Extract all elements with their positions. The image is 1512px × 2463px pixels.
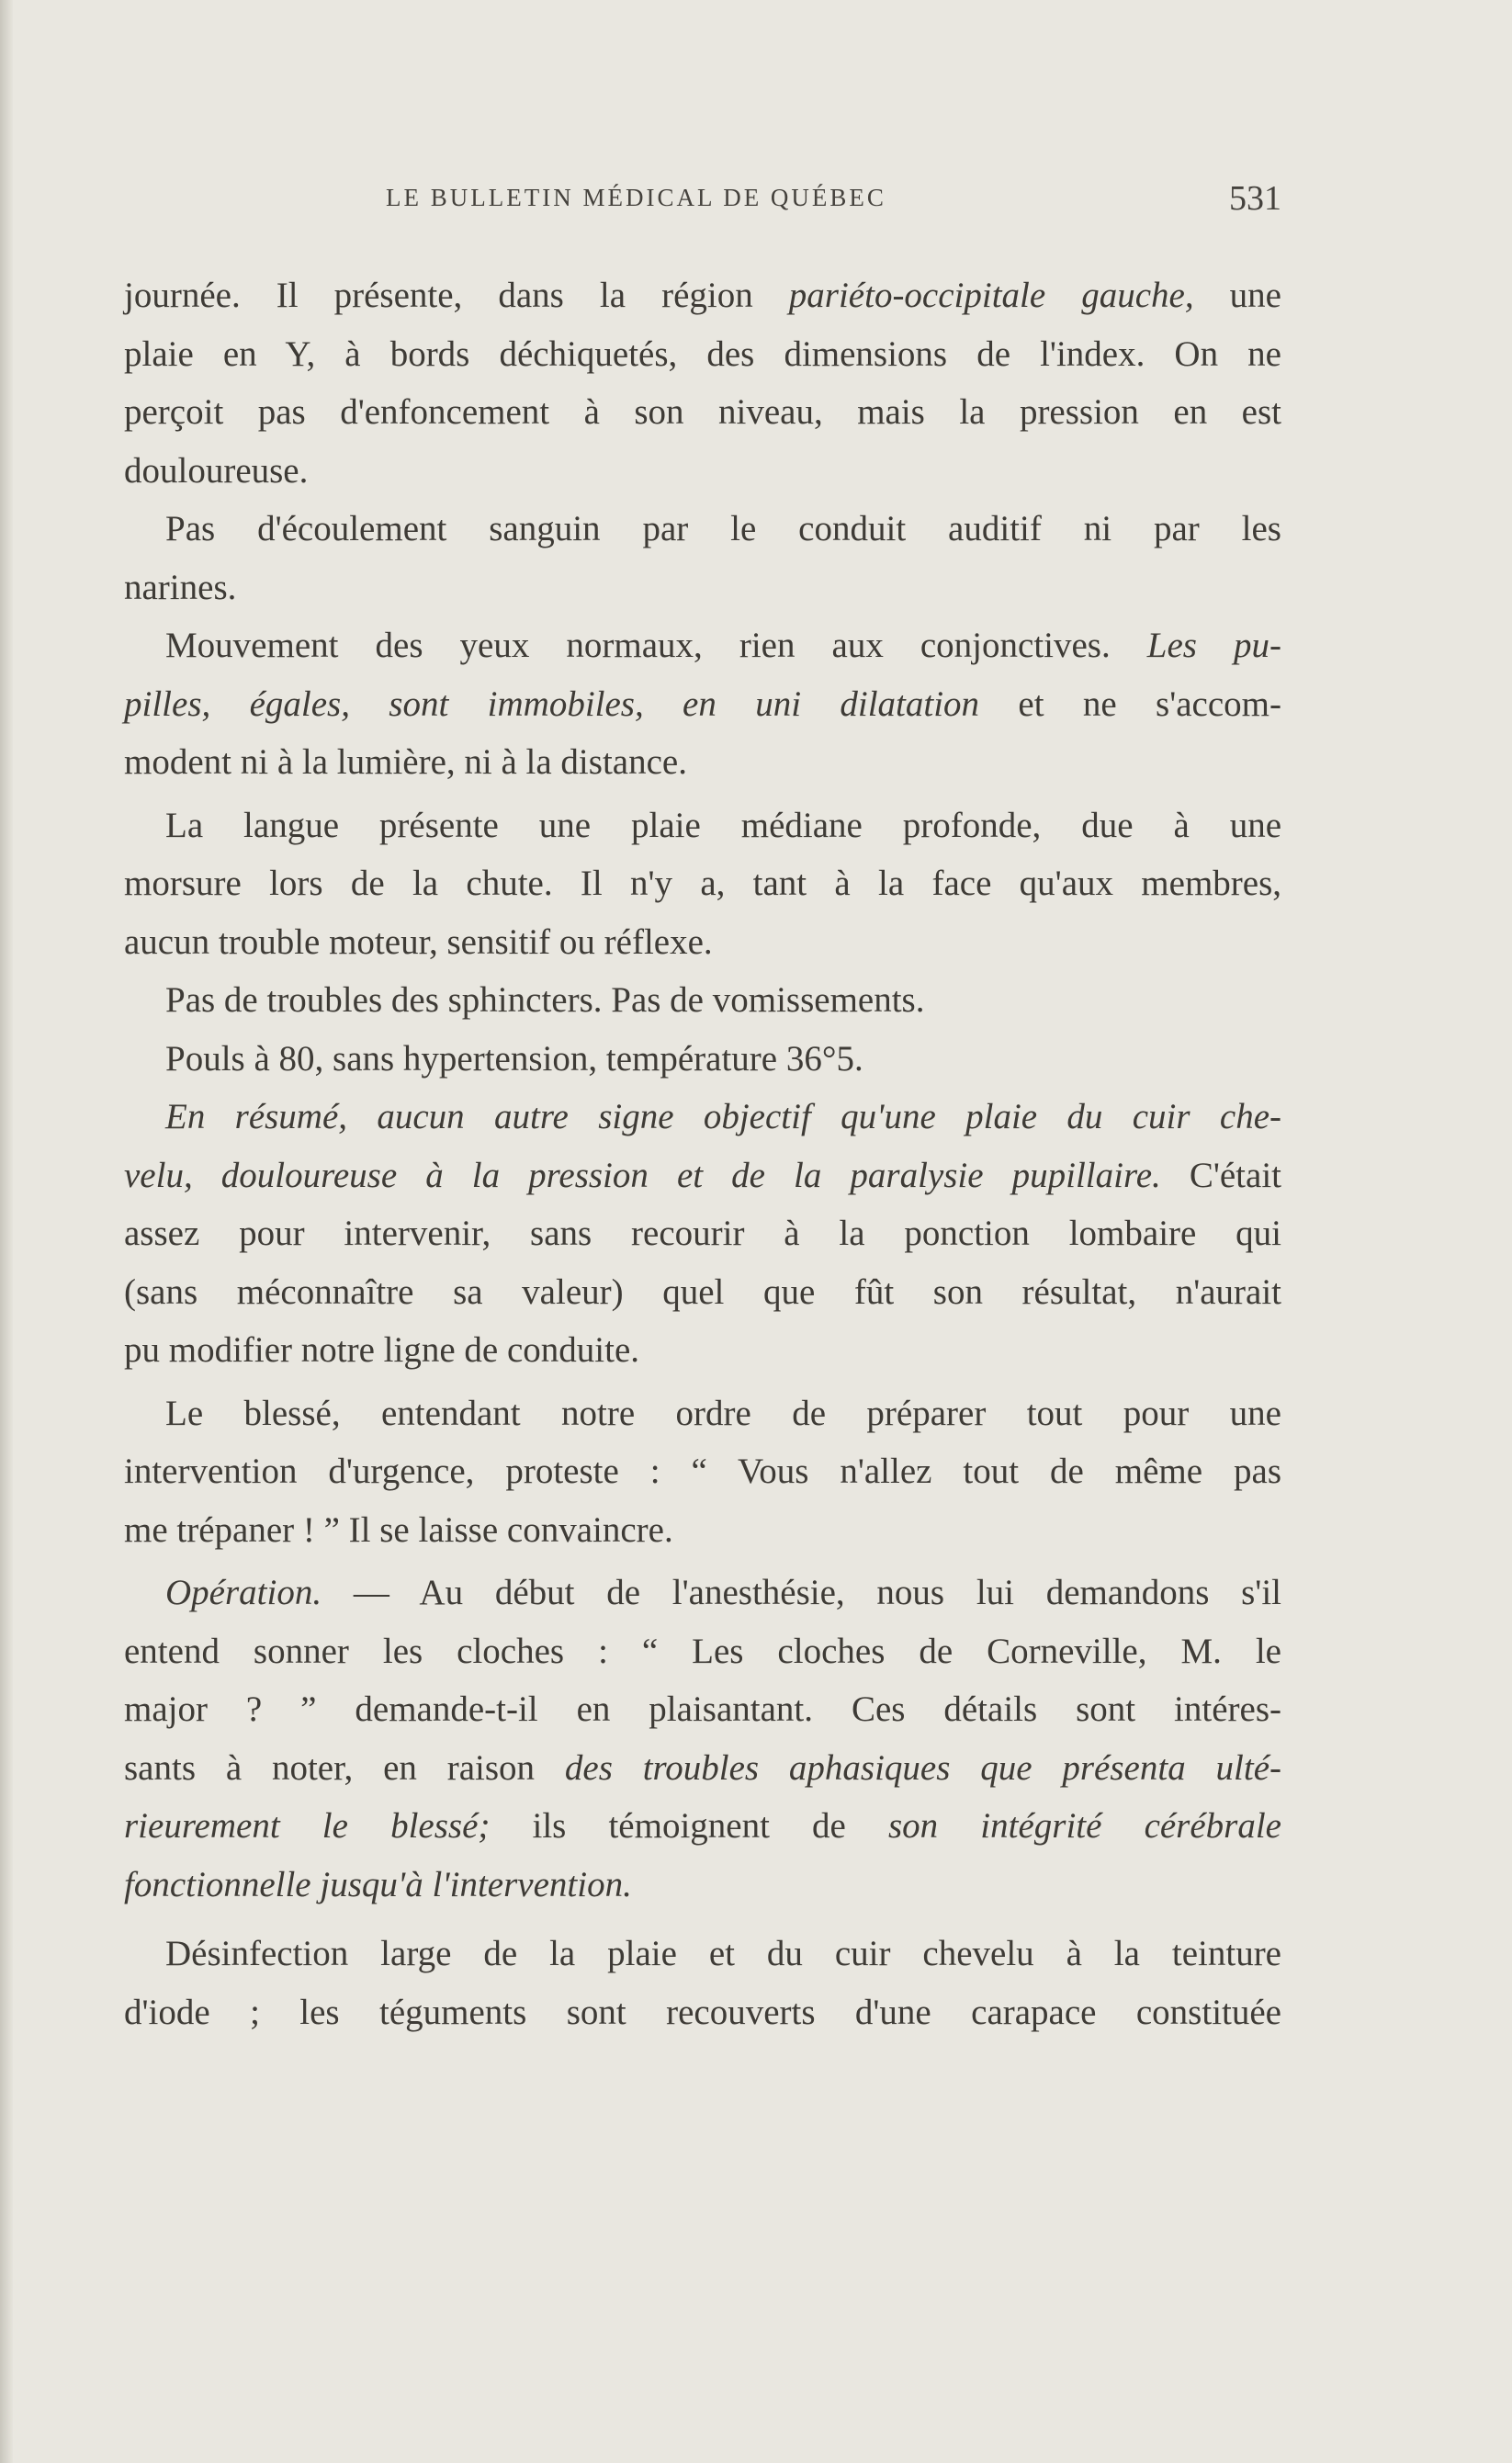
paragraph-3 (124, 616, 1281, 792)
text-line: journée. Il présente, dans la région pariéto-occipitale gauche, une (124, 276, 1281, 315)
paragraph-7 (124, 1088, 1281, 1380)
text-line: major ? ” demande-t-il en plaisantant. Ces détails sont intéres- (124, 1689, 1281, 1729)
paragraph-6 (124, 1030, 1281, 1089)
paragraph-8 (124, 1384, 1281, 1560)
running-title: LE BULLETIN MÉDICAL DE QUÉBEC (386, 184, 886, 211)
text-line: Pouls à 80, sans hypertension, température 36°5. (165, 1038, 863, 1079)
text-line: rieurement le blessé; ils témoignent de son intégrité cérébrale (124, 1806, 1281, 1846)
text-line: Le blessé, entendant notre ordre de préparer tout pour une (165, 1393, 1281, 1433)
text-line: modent ni à la lumière, ni à la distance. (124, 742, 687, 782)
body-text (124, 266, 1281, 2041)
paragraph-9 (124, 1564, 1281, 1914)
text-line: Opération. — Au début de l'anesthésie, nous lui demandons s'il (165, 1573, 1281, 1612)
text-line: plaie en Y, à bords déchiquetés, des dimensions de l'index. On ne (124, 333, 1281, 374)
text-line: Mouvement des yeux normaux, rien aux conjonctives. Les pu- (165, 626, 1281, 665)
page-edge (0, 0, 13, 2463)
text-line: douloureuse. (124, 450, 309, 491)
text-line: me trépaner ! ” Il se laisse convaincre. (124, 1509, 673, 1550)
text-line: (sans méconnaître sa valeur) quel que fût son résultat, n'aurait (124, 1271, 1281, 1312)
text-line: La langue présente une plaie médiane profonde, due à une (165, 805, 1281, 845)
text-line: Désinfection large de la plaie et du cuir chevelu à la teinture (165, 1934, 1281, 1973)
text-line: d'iode ; les téguments sont recouverts d'une carapace constituée (124, 1992, 1281, 2032)
paragraph-10 (124, 1925, 1281, 2041)
paragraph-5 (124, 971, 1281, 1030)
text-line: entend sonner les cloches : “ Les cloches de Corneville, M. le (124, 1631, 1281, 1671)
text-line: Pas d'écoulement sanguin par le conduit auditif ni par les (165, 509, 1281, 548)
paragraph-4 (124, 797, 1281, 972)
text-line: narines. (124, 567, 237, 607)
text-line: Pas de troubles des sphincters. Pas de vomissements. (165, 980, 925, 1020)
text-line: fonctionnelle jusqu'à l'intervention. (124, 1864, 632, 1904)
text-line: pilles, égales, sont immobiles, en uni dilatation et ne s'accom- (124, 684, 1281, 724)
text-line: sants à noter, en raison des troubles aphasiques que présenta ulté- (124, 1747, 1281, 1788)
text-line: morsure lors de la chute. Il n'y a, tant à la face qu'aux membres, (124, 864, 1281, 903)
paragraph-2 (124, 500, 1281, 616)
text-line: assez pour intervenir, sans recourir à la ponction lombaire qui (124, 1214, 1281, 1253)
paragraph-1 (124, 266, 1281, 500)
text-line: aucun trouble moteur, sensitif ou réflexe. (124, 921, 713, 962)
text-line: intervention d'urgence, proteste : “ Vous n'allez tout de même pas (124, 1452, 1281, 1491)
text-line: En résumé, aucun autre signe objectif qu'une plaie du cuir che- (165, 1097, 1281, 1136)
text-line: velu, douloureuse à la pression et de la paralysie pupillaire. C'était (124, 1155, 1281, 1195)
text-line: pu modifier notre ligne de conduite. (124, 1330, 640, 1370)
text-line: perçoit pas d'enfoncement à son niveau, mais la pression en est (124, 392, 1281, 432)
running-head (124, 179, 1281, 230)
page-number: 531 (1229, 179, 1281, 218)
